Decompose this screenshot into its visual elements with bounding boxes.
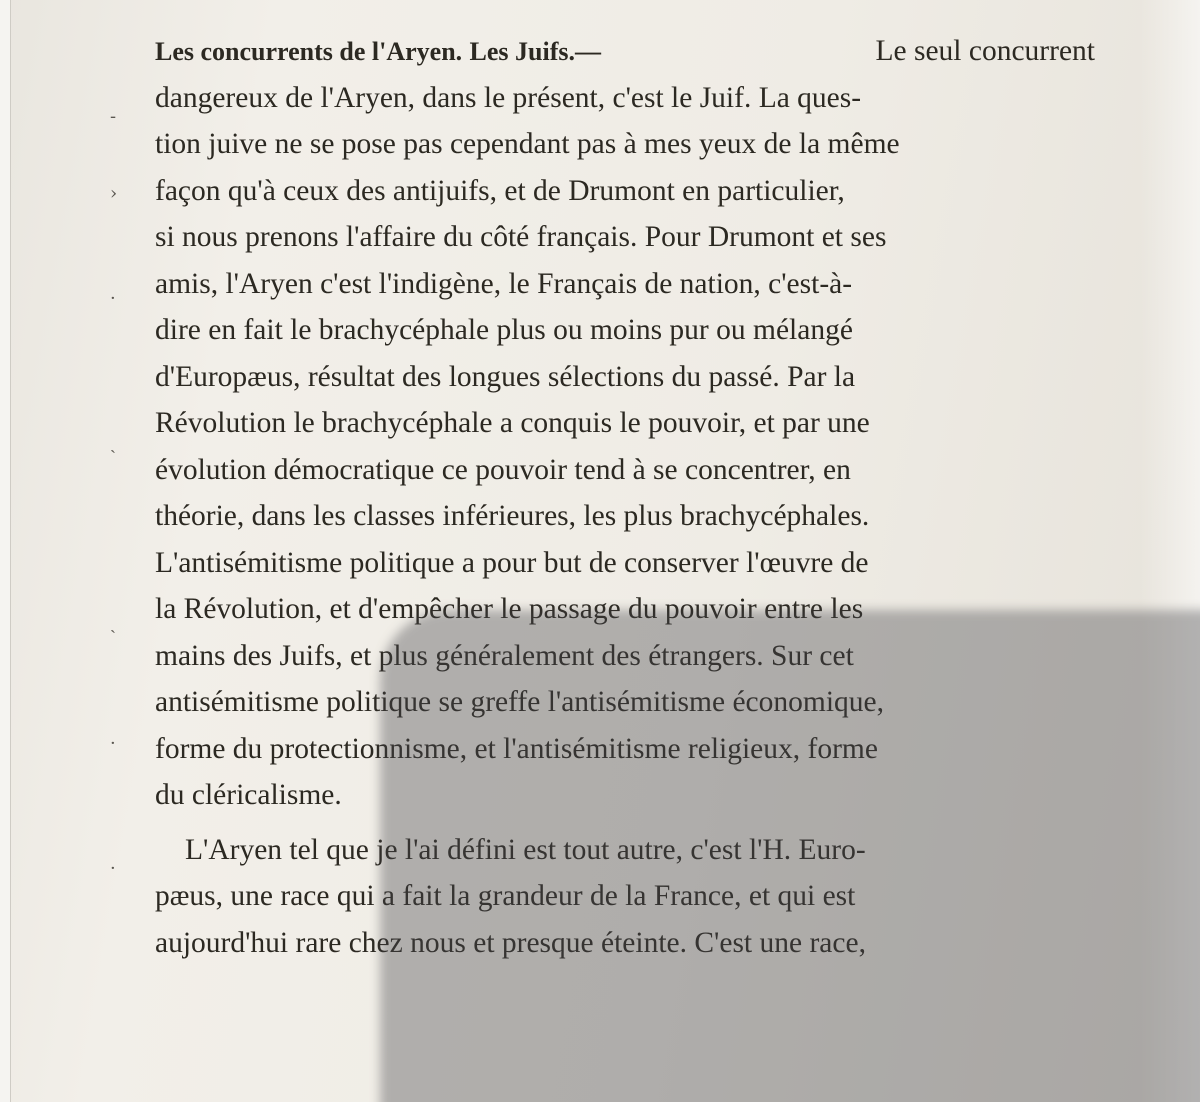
text-line: amis, l'Aryen c'est l'indigène, le Français de nation, c'est-à- (155, 267, 853, 300)
margin-mark: ˎ (110, 433, 116, 454)
margin-mark: · (110, 858, 116, 879)
margin-mark: ˎ (110, 613, 116, 634)
hand-shadow (380, 610, 1200, 1102)
text-line: si nous prenons l'affaire du côté français. Pour Drumont et ses (155, 221, 887, 253)
text-line-content: Le seul concurrent (875, 35, 1095, 67)
text-line: du cléricalisme. (155, 779, 342, 811)
text-line: tion juive ne se pose pas cependant pas à mes yeux de la même (155, 128, 900, 160)
text-line: théorie, dans les classes inférieures, les plus brachycéphales. (155, 500, 870, 532)
margin-mark: · (110, 733, 116, 754)
text-line: aujourd'hui rare chez nous et presque éteinte. C'est une race, (155, 926, 866, 959)
section-subheading: Les Juifs.— (469, 37, 601, 66)
margin-mark: › (110, 183, 118, 204)
text-line: façon qu'à ceux des antijuifs, et de Drumont en particulier, (155, 174, 845, 207)
text-line: dire en fait le brachycéphale plus ou moins pur ou mélangé (155, 314, 853, 346)
text-line: Révolution le brachycéphale a conquis le pouvoir, et par une (155, 407, 870, 439)
text-line: antisémitisme politique se greffe l'antisémitisme économique, (155, 686, 884, 718)
text-line (155, 28, 1095, 75)
text-line: forme du protectionnisme, et l'antisémitisme religieux, forme (155, 732, 878, 765)
text-line: L'Aryen tel que je l'ai défini est tout autre, c'est l'H. Euro- (185, 833, 866, 866)
section-heading: Les concurrents de l'Aryen. (155, 37, 463, 66)
text-line: la Révolution, et d'empêcher le passage du pouvoir entre les (155, 593, 864, 625)
page-edge (0, 0, 11, 1102)
text-line: pæus, une race qui a fait la grandeur de la France, et qui est (155, 880, 856, 912)
margin-mark: - (110, 106, 117, 127)
text-line: mains des Juifs, et plus généralement des étrangers. Sur cet (155, 639, 854, 672)
text-line: évolution démocratique ce pouvoir tend à se concentrer, en (155, 453, 851, 486)
margin-annotations (110, 28, 140, 928)
text-line: d'Europæus, résultat des longues sélections du passé. Par la (155, 360, 856, 393)
text-line: L'antisémitisme politique a pour but de conserver l'œuvre de (155, 546, 869, 579)
margin-mark: · (110, 288, 116, 309)
text-line: dangereux de l'Aryen, dans le présent, c'est le Juif. La ques- (155, 81, 862, 114)
